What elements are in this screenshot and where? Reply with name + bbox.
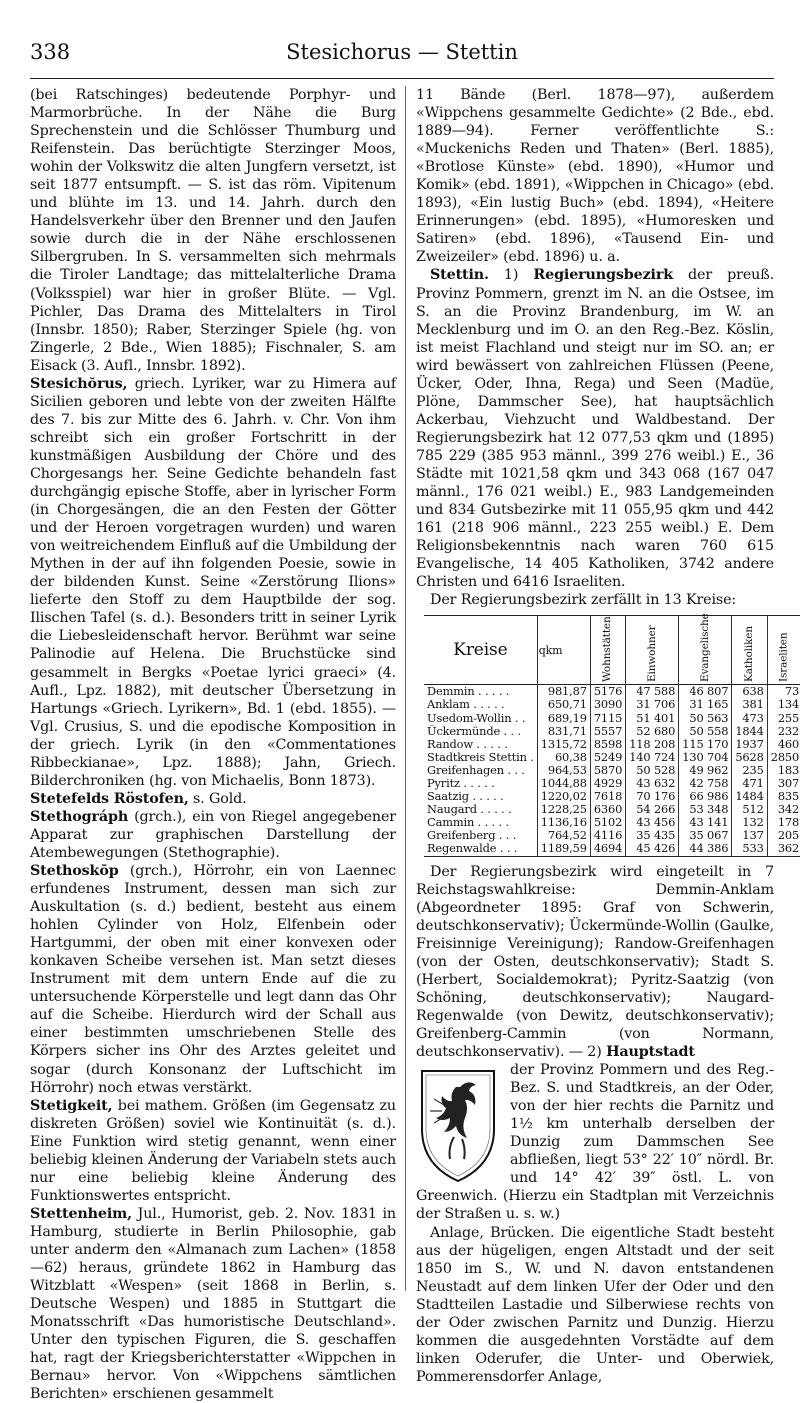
table-intro: Der Regierungsbezirk zerfällt in 13 Kreise: [430, 592, 737, 609]
table-cell: 638 [732, 685, 767, 699]
entry-stetefeld [30, 790, 396, 808]
table-cell: 44 386 [679, 842, 732, 856]
table-cell: 130 704 [679, 751, 732, 764]
lemma-regierungsbezirk: Regierungsbezirk [533, 267, 673, 284]
table-cell: 43 141 [679, 816, 732, 829]
entry-stethograph [30, 808, 396, 862]
lemma-stettenheim: Stettenheim, [30, 1205, 132, 1222]
table-cell: 137 [732, 829, 767, 842]
kreis-name-cell: Stadtkreis Stettin . [427, 750, 534, 764]
table-cell: 255 [767, 712, 800, 725]
kreis-name-cell: Greifenhagen . . . [427, 763, 525, 777]
table-cell: 178 [767, 816, 800, 829]
table-cell: 118 208 [626, 738, 679, 751]
table-cell: 5557 [590, 725, 625, 738]
table-row [424, 712, 800, 725]
table-cell: 362 [767, 842, 800, 856]
table-cell: 1189,59 [537, 842, 590, 856]
stettenheim-continuation: 11 Bände (Berl. 1878—97), außerdem «Wippchens gesammelte Gedichte» (2 Bde., ebd. 1889—94). Ferner veröffentlichte S.: «Muckenichs Reden und Thaten» (Berl. 1885), «Brotlose Künste» (ebd. 1890), «Humor und Komik» (ebd. 1891), «Wippchen in Chicago» (ebd. 1893), «Ein lustig Buch» (ebd. 1894), «Heitere Erinnerungen» (ebd. 1895), «Humoresken und Satiren» (ebd. 1896), «Tausend Ein- und Zweizeiler» (ebd. 1896) u. a. [416, 87, 774, 266]
table-cell: 1844 [732, 725, 767, 738]
table-cell: 381 [732, 698, 767, 711]
kreis-name-cell: Regenwalde . . . [424, 842, 537, 856]
page-number: 338 [30, 40, 71, 64]
table-cell: 8598 [590, 738, 625, 751]
table-cell: 650,71 [537, 698, 590, 711]
table-cell: 1937 [732, 738, 767, 751]
entry-text: bei mathem. Größen (im Gegensatz zu diskreten Größen) soviel wie Kontinuität (s. d.). Eine Funktion wird stetig genannt, wenn einer beliebig kleinen Änderung der Variabeln stets auch nur eine beliebig kleine Änderung des Funktionswertes entspricht. [30, 1097, 396, 1204]
table-row [424, 685, 800, 699]
col-header-qkm: qkm [537, 616, 590, 685]
table-cell: 1484 [732, 790, 767, 803]
table-cell: 512 [732, 803, 767, 816]
table-cell: 42 758 [679, 777, 732, 790]
table-cell: 47 588 [626, 685, 679, 699]
table-cell: 1136,16 [537, 816, 590, 829]
table-cell: 50 558 [679, 725, 732, 738]
table-cell: 1228,25 [537, 803, 590, 816]
table-cell: 35 435 [626, 829, 679, 842]
table-cell: 50 563 [679, 712, 732, 725]
table-cell: 835 [767, 790, 800, 803]
table-cell: 140 724 [626, 751, 679, 764]
table-cell: 232 [767, 725, 800, 738]
col-header-katholiken: Katholiken [732, 616, 767, 685]
table-cell: 35 067 [679, 829, 732, 842]
kreis-name-cell: Greifenberg . . . [427, 829, 517, 843]
kreis-name-cell: Naugard . . . . . [427, 803, 512, 817]
table-cell: 7115 [590, 712, 625, 725]
table-cell: 5102 [590, 816, 625, 829]
table-cell: 4929 [590, 777, 625, 790]
table-cell: 43 632 [626, 777, 679, 790]
table-cell: 70 176 [626, 790, 679, 803]
kreis-name-cell: Usedom-Wollin . . [427, 711, 526, 725]
table-cell: 50 528 [626, 764, 679, 777]
table-cell: 115 170 [679, 738, 732, 751]
table-cell: 831,71 [537, 725, 590, 738]
col-header-wohnstaetten: Wohnstätten [590, 616, 625, 685]
table-cell: 460 [767, 738, 800, 751]
table-cell: 7618 [590, 790, 625, 803]
table-cell: 764,52 [537, 829, 590, 842]
kreis-name-cell: Demmin . . . . . [427, 684, 510, 699]
entry-text: s. Gold. [188, 790, 247, 807]
table-cell: 1315,72 [537, 738, 590, 751]
table-cell: 52 680 [626, 725, 679, 738]
table-row [424, 725, 800, 738]
entry-text: (grch.), ein von Riegel angegebener Apparat zur graphischen Darstellung der Atembewegungen (Stethographie). [30, 808, 396, 861]
entry-text: (grch.), Hörrohr, ein von Laennec erfundenes Instrument, dessen man sich zur Auskultation (s. d.) bedient, besteht aus einem hohlen Cylinder von Holz, Elfenbein oder Hartgummi, der oben mit einer konvexen oder konkaven Scheibe versehen ist. Man setzt dieses Instrument mit dem untern Ende auf die zu untersuchende Körperstelle und legt dann das Ohr auf die Scheibe. Hierdurch wird der Schall aus einer bestimmten umschriebenen Stelle des Körpers sicher ins Ohr des Arztes geleitet und sogar (durch Konsonanz der Luftschicht im Hörrohr) noch etwas verstärkt. [30, 863, 396, 1096]
table-cell: 183 [767, 764, 800, 777]
entry-stetigkeit [30, 1097, 396, 1205]
lemma-stetigkeit: Stetigkeit, [30, 1097, 113, 1114]
table-cell: 235 [732, 764, 767, 777]
table-cell: 1044,88 [537, 777, 590, 790]
kreis-name-cell: Anklam . . . . . [427, 698, 505, 712]
col-header-israeliten: Israeliten [767, 616, 800, 685]
table-cell: 5628 [732, 751, 767, 764]
table-cell: 45 426 [626, 842, 679, 856]
entry-stesichorus [30, 375, 396, 790]
table-cell: 205 [767, 829, 800, 842]
lemma-stesichorus: Stesichŏrus, [30, 375, 128, 392]
griffin-coat-of-arms-icon [416, 1065, 500, 1185]
header-rule [30, 78, 774, 79]
table-cell: 533 [732, 842, 767, 856]
table-row [424, 842, 800, 856]
table-row [424, 738, 800, 751]
col-header-evangelische: Evangelische [679, 616, 732, 685]
lemma-stethograph: Stethográph [30, 808, 129, 825]
entry-stethoskop [30, 862, 396, 1097]
left-column [30, 86, 396, 1403]
table-cell: 46 807 [679, 685, 732, 699]
table-row [424, 698, 800, 711]
entry-text: Jul., Humorist, geb. 2. Nov. 1831 in Hamburg, studierte in Berlin Philosophie, gab unter anderm den «Almanach zum Lachen» (1858—62) heraus, gründete 1862 in Hamburg das Witzblatt «Wespen» (seit 1868 in Berlin, s. Deutsche Wespen) und 1885 in Stuttgart die Monatsschrift «Das humoristische Deutschland». Unter den typischen Figuren, die S. geschaffen hat, ragt der Kriegsberichterstatter «Wippchen in Bernau» hervor. Von «Wippchens sämtlichen Berichten» erschienen gesammelt [30, 1205, 396, 1403]
table-cell: 5249 [590, 751, 625, 764]
stettin-coat-of-arms [416, 1065, 500, 1185]
lemma-hauptstadt: Hauptstadt [606, 1044, 695, 1061]
kreis-name-cell: Cammin . . . . . [427, 816, 509, 830]
lemma-stettin: Stettin. [430, 267, 489, 284]
table-row [424, 751, 800, 764]
table-cell: 3090 [590, 698, 625, 711]
table-cell: 471 [732, 777, 767, 790]
running-title: Stesichorus — Stettin [286, 40, 518, 64]
table-cell: 53 348 [679, 803, 732, 816]
table-cell: 5870 [590, 764, 625, 777]
table-cell: 132 [732, 816, 767, 829]
table-cell: 49 962 [679, 764, 732, 777]
kreis-name-cell: Ückermünde . . . [427, 724, 521, 738]
table-cell: 134 [767, 698, 800, 711]
column-divider [405, 86, 406, 1291]
entry-text: der preuß. Provinz Pommern, grenzt im N. an die Ostsee, im S. an die Provinz Brandenburg, im W. an Mecklenburg und im O. an den Reg.-Bez. Köslin, ist meist Flachland und steigt nur im SO. an; er wird bewässert von zahlreichen Flüssen (Peene, Ücker, Oder, Ihna, Rega) und Seen (Madüe, Plöne, Dammscher See), hat hauptsächlich Ackerbau, Viehzucht und Waldbestand. Der Regierungsbezirk hat 12 077,53 qkm und (1895) 785 229 (385 953 männl., 399 276 weibl.) E., 36 Städte mit 1021,58 qkm und 343 068 (167 047 männl., 176 021 weibl.) E., 983 Landgemeinden und 834 Gutsbezirke mit 11 055,95 qkm und 442 161 (218 906 männl., 223 255 weibl.) E. Dem Religionsbekenntnis nach waren 760 615 Evangelische, 14 405 Katholiken, 3742 andere Christen und 6416 Israeliten. [416, 267, 774, 591]
kreis-name-cell: Pyritz . . . . . [427, 777, 495, 791]
col-header-einwohner: Einwohner [626, 616, 679, 685]
table-cell: 66 986 [679, 790, 732, 803]
right-column [416, 86, 800, 1386]
kreis-name-cell: Saatzig . . . . . [427, 790, 504, 804]
table-body [424, 685, 800, 856]
table-cell: 4116 [590, 829, 625, 842]
table-cell: 2850 [767, 751, 800, 764]
kreis-name-cell: Randow . . . . . [427, 737, 508, 751]
hauptstadt-paragraph: der Provinz Pommern und des Reg.-Bez. S. und Stadtkreis, an der Oder, von der hier rechts die Parnitz und 1½ km unterhalb derselben der Dunzig zum Dammschen See abfließen, liegt 53° 22′ 10″ nördl. Br. und 14° 42′ 39″ östl. L. von Greenwich. (Hierzu ein Stadtplan mit Verzeichnis der Straßen u. s. w.) [416, 1062, 774, 1223]
lemma-stethoskop: Stethoskōp [30, 863, 119, 880]
table-cell: 981,87 [537, 685, 590, 699]
lemma-stetefeld: Stetefelds Röstofen, [30, 790, 189, 807]
table-cell: 43 456 [626, 816, 679, 829]
entry-stettenheim [30, 1205, 396, 1403]
table-cell: 689,19 [537, 712, 590, 725]
table-cell: 31 706 [626, 698, 679, 711]
table-cell: 964,53 [537, 764, 590, 777]
table-header-row [424, 616, 800, 685]
wahlkreise-paragraph: Der Regierungsbezirk wird eingeteilt in 7 Reichstagswahlkreise: Demmin-Anklam (Abgeordneter 1895: Graf von Schwerin, deutschkonservativ); Ückermünde-Wollin (Gaulke, Freisinnige Vereinigung); Randow-Greifenhagen (von der Osten, deutschkonservativ); Stadt S. (Herbert, Socialdemokrat); Pyritz-Saatzig (von Schöning, deutschkonservativ); Naugard-Regenwalde (von Dewitz, deutschkonservativ); Greifenberg-Cammin (von Normann, deutschkonservativ). — 2) Hauptstadt [416, 863, 774, 1061]
table-cell: 342 [767, 803, 800, 816]
table-cell: 1220,02 [537, 790, 590, 803]
table-cell: 4694 [590, 842, 625, 856]
table-cell: 73 [767, 685, 800, 699]
table-cell: 6360 [590, 803, 625, 816]
anlage-paragraph: Anlage, Brücken. Die eigentliche Stadt besteht aus der hügeligen, engen Altstadt und der seit 1850 im S., W. und N. davon entstandenen Neustadt auf dem linken Ufer der Oder und den Stadtteilen Lastadie und Silberwiese rechts von der Oder zwischen Parnitz und Dunzig. Hierzu kommen die ausgedehnten Vorstädte auf dem linken Oderufer, die Unter- und Oberwiek, Pommerensdorfer Anlage, [416, 1224, 774, 1385]
entry-text: griech. Lyriker, war zu Himera auf Sicilien geboren und lebte von der zweiten Hälfte des 7. bis zur Mitte des 6. Jahrh. v. Chr. Von ihm schreibt sich ein großer Fortschritt in der kunstmäßigen Ausbildung der Chöre und des Chorgesangs her. Seine Gedichte behandeln fast durchgängig epische Stoffe, aber in lyrischer Form (in Chorgesängen, die an den Festen der Götter und der Heroen vorgetragen wurden) und waren von weitreichendem Einfluß auf die Umbildung der Mythen in der auf ihn folgenden Poesie, sowie in der bildenden Kunst. Seine «Zerstörung Ilions» lieferte den Stoff zu dem Hauptbilde der sog. Ilischen Tafel (s. d.). Besonders tritt in seiner Lyrik die Liebesleidenschaft hervor. Berühmt war seine Palinodie auf Helena. Die Bruchstücke sind gesammelt in Bergks «Poetae lyrici graeci» (4. Aufl., Lpz. 1882), mit deutscher Übersetzung in Hartungs «Griech. Lyrikern», Bd. 1 (ebd. 1855). — Vgl. Crusius, S. und die epodische Komposition in der griech. Lyrik (in den «Commentationes Ribbeckianae», Lpz. 1888); Jahn, Griech. Bilderchroniken (hg. von Michaelis, Bonn 1873). [30, 375, 397, 789]
table-cell: 60,38 [537, 751, 590, 764]
table-cell: 31 165 [679, 698, 732, 711]
kreise-table [424, 615, 800, 856]
table-cell: 307 [767, 777, 800, 790]
table-cell: 51 401 [626, 712, 679, 725]
col-header-kreise: Kreise [424, 616, 537, 685]
sterzing-continuation: (bei Ratschinges) bedeutende Porphyr- und Marmorbrüche. In der Nähe die Burg Sprechenstein und die Schlösser Thumburg und Reifenstein. Das berüchtigte Sterzinger Moos, wohin der Volkswitz die alten Jungfern versetzt, ist seit 1877 entsumpft. — S. ist das röm. Vipitenum und blühte im 13. und 14. Jahrh. durch den Handelsverkehr über den Brenner und den Jaufen sowie durch die in der Nähe erschlossenen Silbergruben. In S. versammelten sich mehrmals die Tiroler Landtage; das mittelalterliche Drama (Volksspiel) war hier in großer Blüte. — Vgl. Pichler, Das Drama des Mittelalters in Tirol (Innsbr. 1850); Raber, Sterzinger Spiele (hg. von Zingerle, 2 Bde., Wien 1885); Fischnaler, S. am Eisack (3. Aufl., Innsbr. 1892). [30, 87, 396, 374]
page-header [30, 40, 774, 74]
entry-stettin: Stettin. 1) Regierungsbezirk der preuß. Provinz Pommern, grenzt im N. an die Ostsee, im S. an die Provinz Brandenburg, im W. an Mecklenburg und im O. an den Reg.-Bez. Köslin, ist meist Flachland und steigt nur im SO. an; er wird bewässert von zahlreichen Flüssen (Peene, Ücker, Oder, Ihna, Rega) und Seen (Madüe, Plöne, Dammscher See), hat hauptsächlich Ackerbau, Viehzucht und Waldbestand. Der Regierungsbezirk hat 12 077,53 qkm und (1895) 785 229 (385 953 männl., 399 276 weibl.) E., 36 Städte mit 1021,58 qkm und 343 068 (167 047 männl., 176 021 weibl.) E., 983 Landgemeinden und 834 Gutsbezirke mit 11 055,95 qkm und 442 161 (218 906 männl., 223 255 weibl.) E. Dem Religionsbekenntnis nach waren 760 615 Evangelische, 14 405 Katholiken, 3742 andere Christen und 6416 Israeliten. [416, 267, 774, 591]
table-cell: 5176 [590, 685, 625, 699]
table-cell: 54 266 [626, 803, 679, 816]
table-cell: 473 [732, 712, 767, 725]
